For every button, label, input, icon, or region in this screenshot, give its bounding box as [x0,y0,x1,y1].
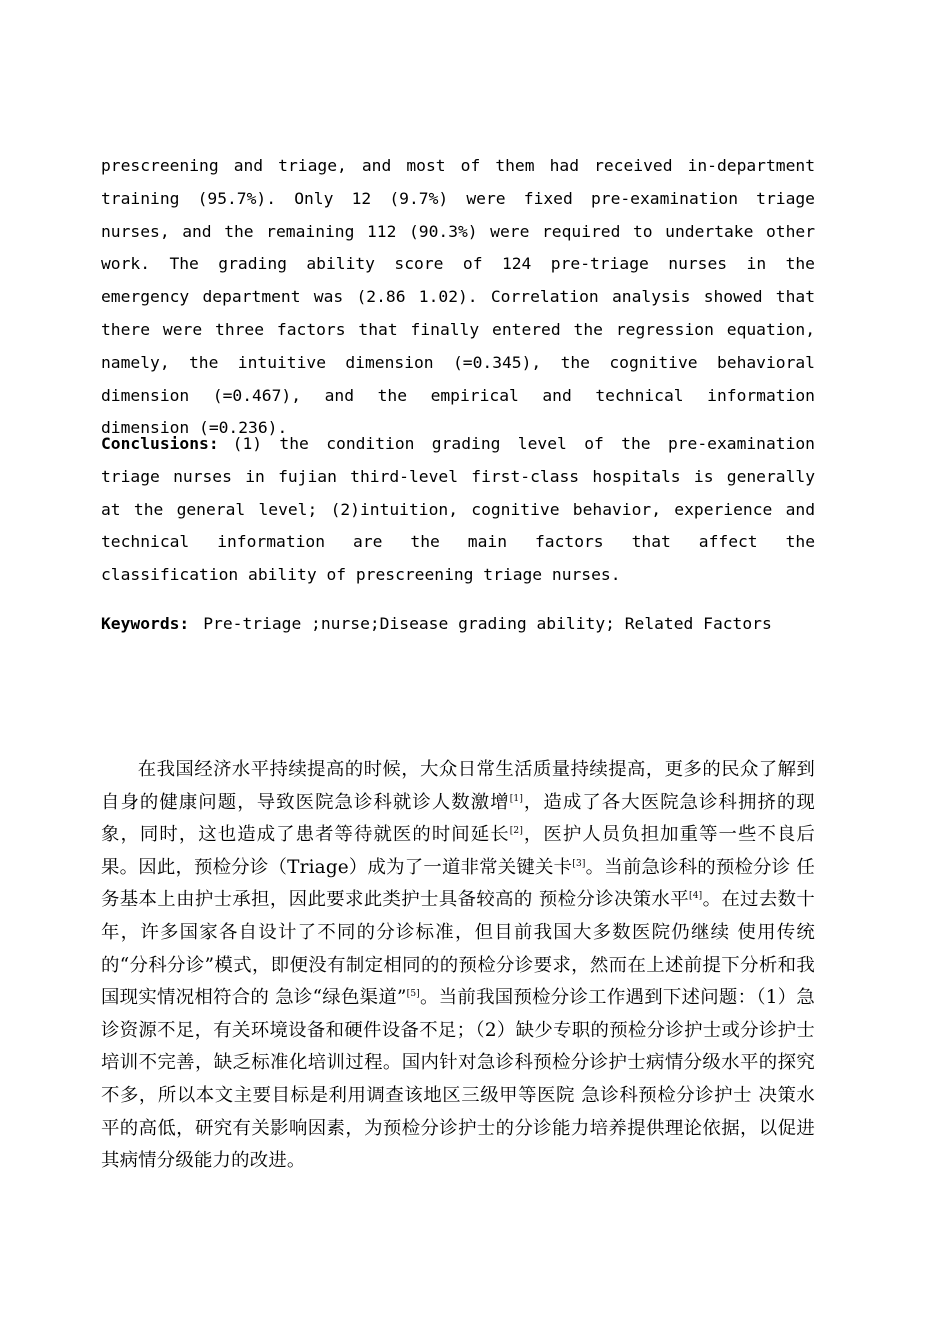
citation-2: [2] [509,826,524,837]
intro-text-6: 。当前我国预检分诊工作遇到下述问题：（1）急诊资源不足，有关环境设备和硬件设备不足；（2）缺少专职的预检分诊护士或分诊护士培训不完善，缺乏标准化培训过程。国内针对急诊科预检分诊护士病情分级水平的探究不多，所以本文主要目标是利用调查该地区三级甲等医院 急诊科预检分诊护士 决策水平的高低，研究有关影响因素，为预检分诊护士的分诊能力培养提供理论依据，以促进其病情分级能力的改进。 [101,987,816,1172]
keywords-text: Pre-triage ;nurse;Disease grading ability; Related Factors [203,614,772,633]
introduction-paragraph [101,754,815,1178]
citation-4: [4] [689,891,703,902]
citation-3: [3] [572,858,586,869]
intro-text-1: 在我国经济水平持续提高的时候，大众日常生活质量持续提高，更多的民众了解到自身的健康问题，导致医院急诊科就诊人数激增 [101,759,815,813]
conclusions-paragraph [101,428,815,592]
abstract-results-paragraph [101,150,815,445]
intro-text-5: 。在过去数十年，许多国家各自设计了不同的分诊标准，但目前我国大多数医院仍继续 使用传统的“分科分诊”模式，即便没有制定相同的的预检分诊要求，然而在上述前提下分析和我国现实情况相符合的 急诊“绿色渠道” [101,889,815,1009]
intro-text-4: 。当前急诊科的预检分诊 任务基本上由护士承担，因此要求此类护士具备较高的 预检分诊决策水平 [101,856,815,911]
conclusions-label: Conclusions: [101,434,219,453]
conclusions-text: (1) the condition grading level of the pre-examination triage nurses in fujian third-level first-class hospitals is generally at the general level; (2)intuition, cognitive behavior, experience and technical information are the main factors that affect the classification ability of prescreening triage nurses. [101,434,815,585]
citation-5: [5] [406,989,420,1000]
keywords-paragraph [101,608,815,641]
intro-text-3: ，医护人员负担加重等一些不良后果。因此，预检分诊（Triage）成为了一道非常关键关卡 [101,824,815,878]
intro-text-2: ，造成了各大医院急诊科拥挤的现象，同时，这也造成了患者等待就医的时间延长 [101,791,815,846]
citation-1: [1] [509,793,524,804]
keywords-label: Keywords: [101,614,190,633]
abstract-results-text: prescreening and triage, and most of them had received in-department training (95.7%). Only 12 (9.7%) were fixed pre-examination triage nurses, and the remaining 112 (90.3%) were required to undertake other work. The grading ability score of 124 pre-triage nurses in the emergency department was (2.86 1.02). Correlation analysis showed that there were three factors that finally entered the regression equation, namely, the intuitive dimension (=0.345), the cognitive behavioral dimension (=0.467), and the empirical and technical information dimension (=0.236). [101,156,815,438]
